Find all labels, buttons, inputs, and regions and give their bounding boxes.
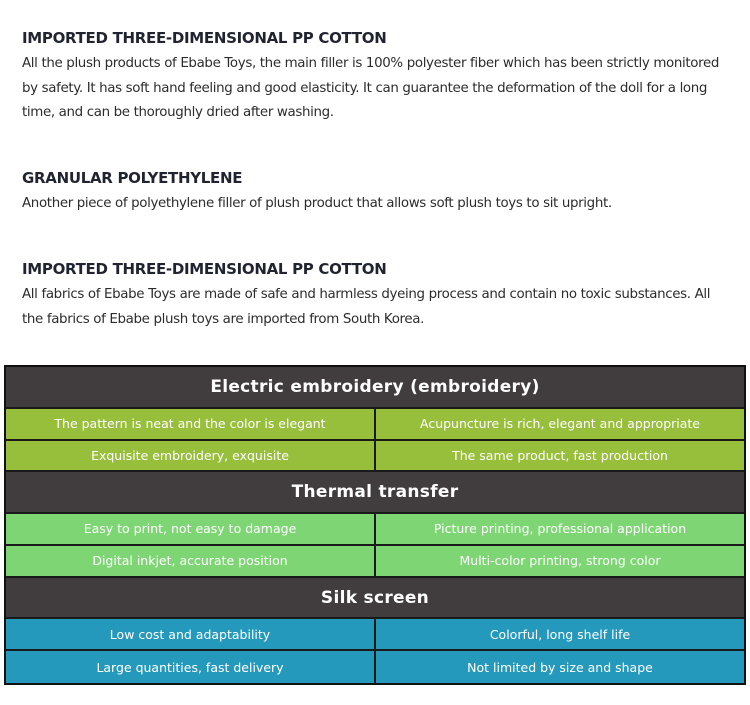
table-cell: Colorful, long shelf life <box>374 619 744 649</box>
table-cell: The pattern is neat and the color is elegant <box>6 409 374 439</box>
craft-technique-table <box>4 365 746 685</box>
section-title: IMPORTED THREE-DIMENSIONAL PP COTTON <box>22 29 387 47</box>
table-cell: Exquisite embroidery, exquisite <box>6 441 374 471</box>
silk-screen-header: Silk screen <box>6 578 744 620</box>
table-row <box>6 651 744 683</box>
table-cell: Not limited by size and shape <box>374 651 744 683</box>
section-text: Another piece of polyethylene filler of plush product that allows soft plush toys to sit upright. <box>22 196 612 211</box>
embroidery-header: Electric embroidery (embroidery) <box>6 367 744 409</box>
table-cell: The same product, fast production <box>374 441 744 471</box>
table-cell: Easy to print, not easy to damage <box>6 514 374 544</box>
thermal-transfer-header: Thermal transfer <box>6 472 744 514</box>
table-cell: Acupuncture is rich, elegant and appropriate <box>374 409 744 439</box>
table-row <box>6 409 744 441</box>
section-granular-polyethylene <box>22 168 732 217</box>
table-row <box>6 441 744 473</box>
section-text: All the plush products of Ebabe Toys, the main filler is 100% polyester fiber which has been strictly monitored by safety. It has soft hand feeling and good elasticity. It can guarantee the deformation of the doll for a long time, and can be thoroughly dried after washing. <box>22 56 719 120</box>
table-row <box>6 619 744 651</box>
table-row <box>6 514 744 546</box>
table-row <box>6 546 744 578</box>
table-cell: Low cost and adaptability <box>6 619 374 649</box>
table-cell: Picture printing, professional application <box>374 514 744 544</box>
table-cell: Multi-color printing, strong color <box>374 546 744 576</box>
table-cell: Digital inkjet, accurate position <box>6 546 374 576</box>
section-fabrics <box>22 259 732 332</box>
table-cell: Large quantities, fast delivery <box>6 651 374 683</box>
section-pp-cotton <box>22 28 732 126</box>
section-text: All fabrics of Ebabe Toys are made of safe and harmless dyeing process and contain no toxic substances. All the fabrics of Ebabe plush toys are imported from South Korea. <box>22 287 711 327</box>
section-title: GRANULAR POLYETHYLENE <box>22 169 243 187</box>
section-title: IMPORTED THREE-DIMENSIONAL PP COTTON <box>22 260 387 278</box>
